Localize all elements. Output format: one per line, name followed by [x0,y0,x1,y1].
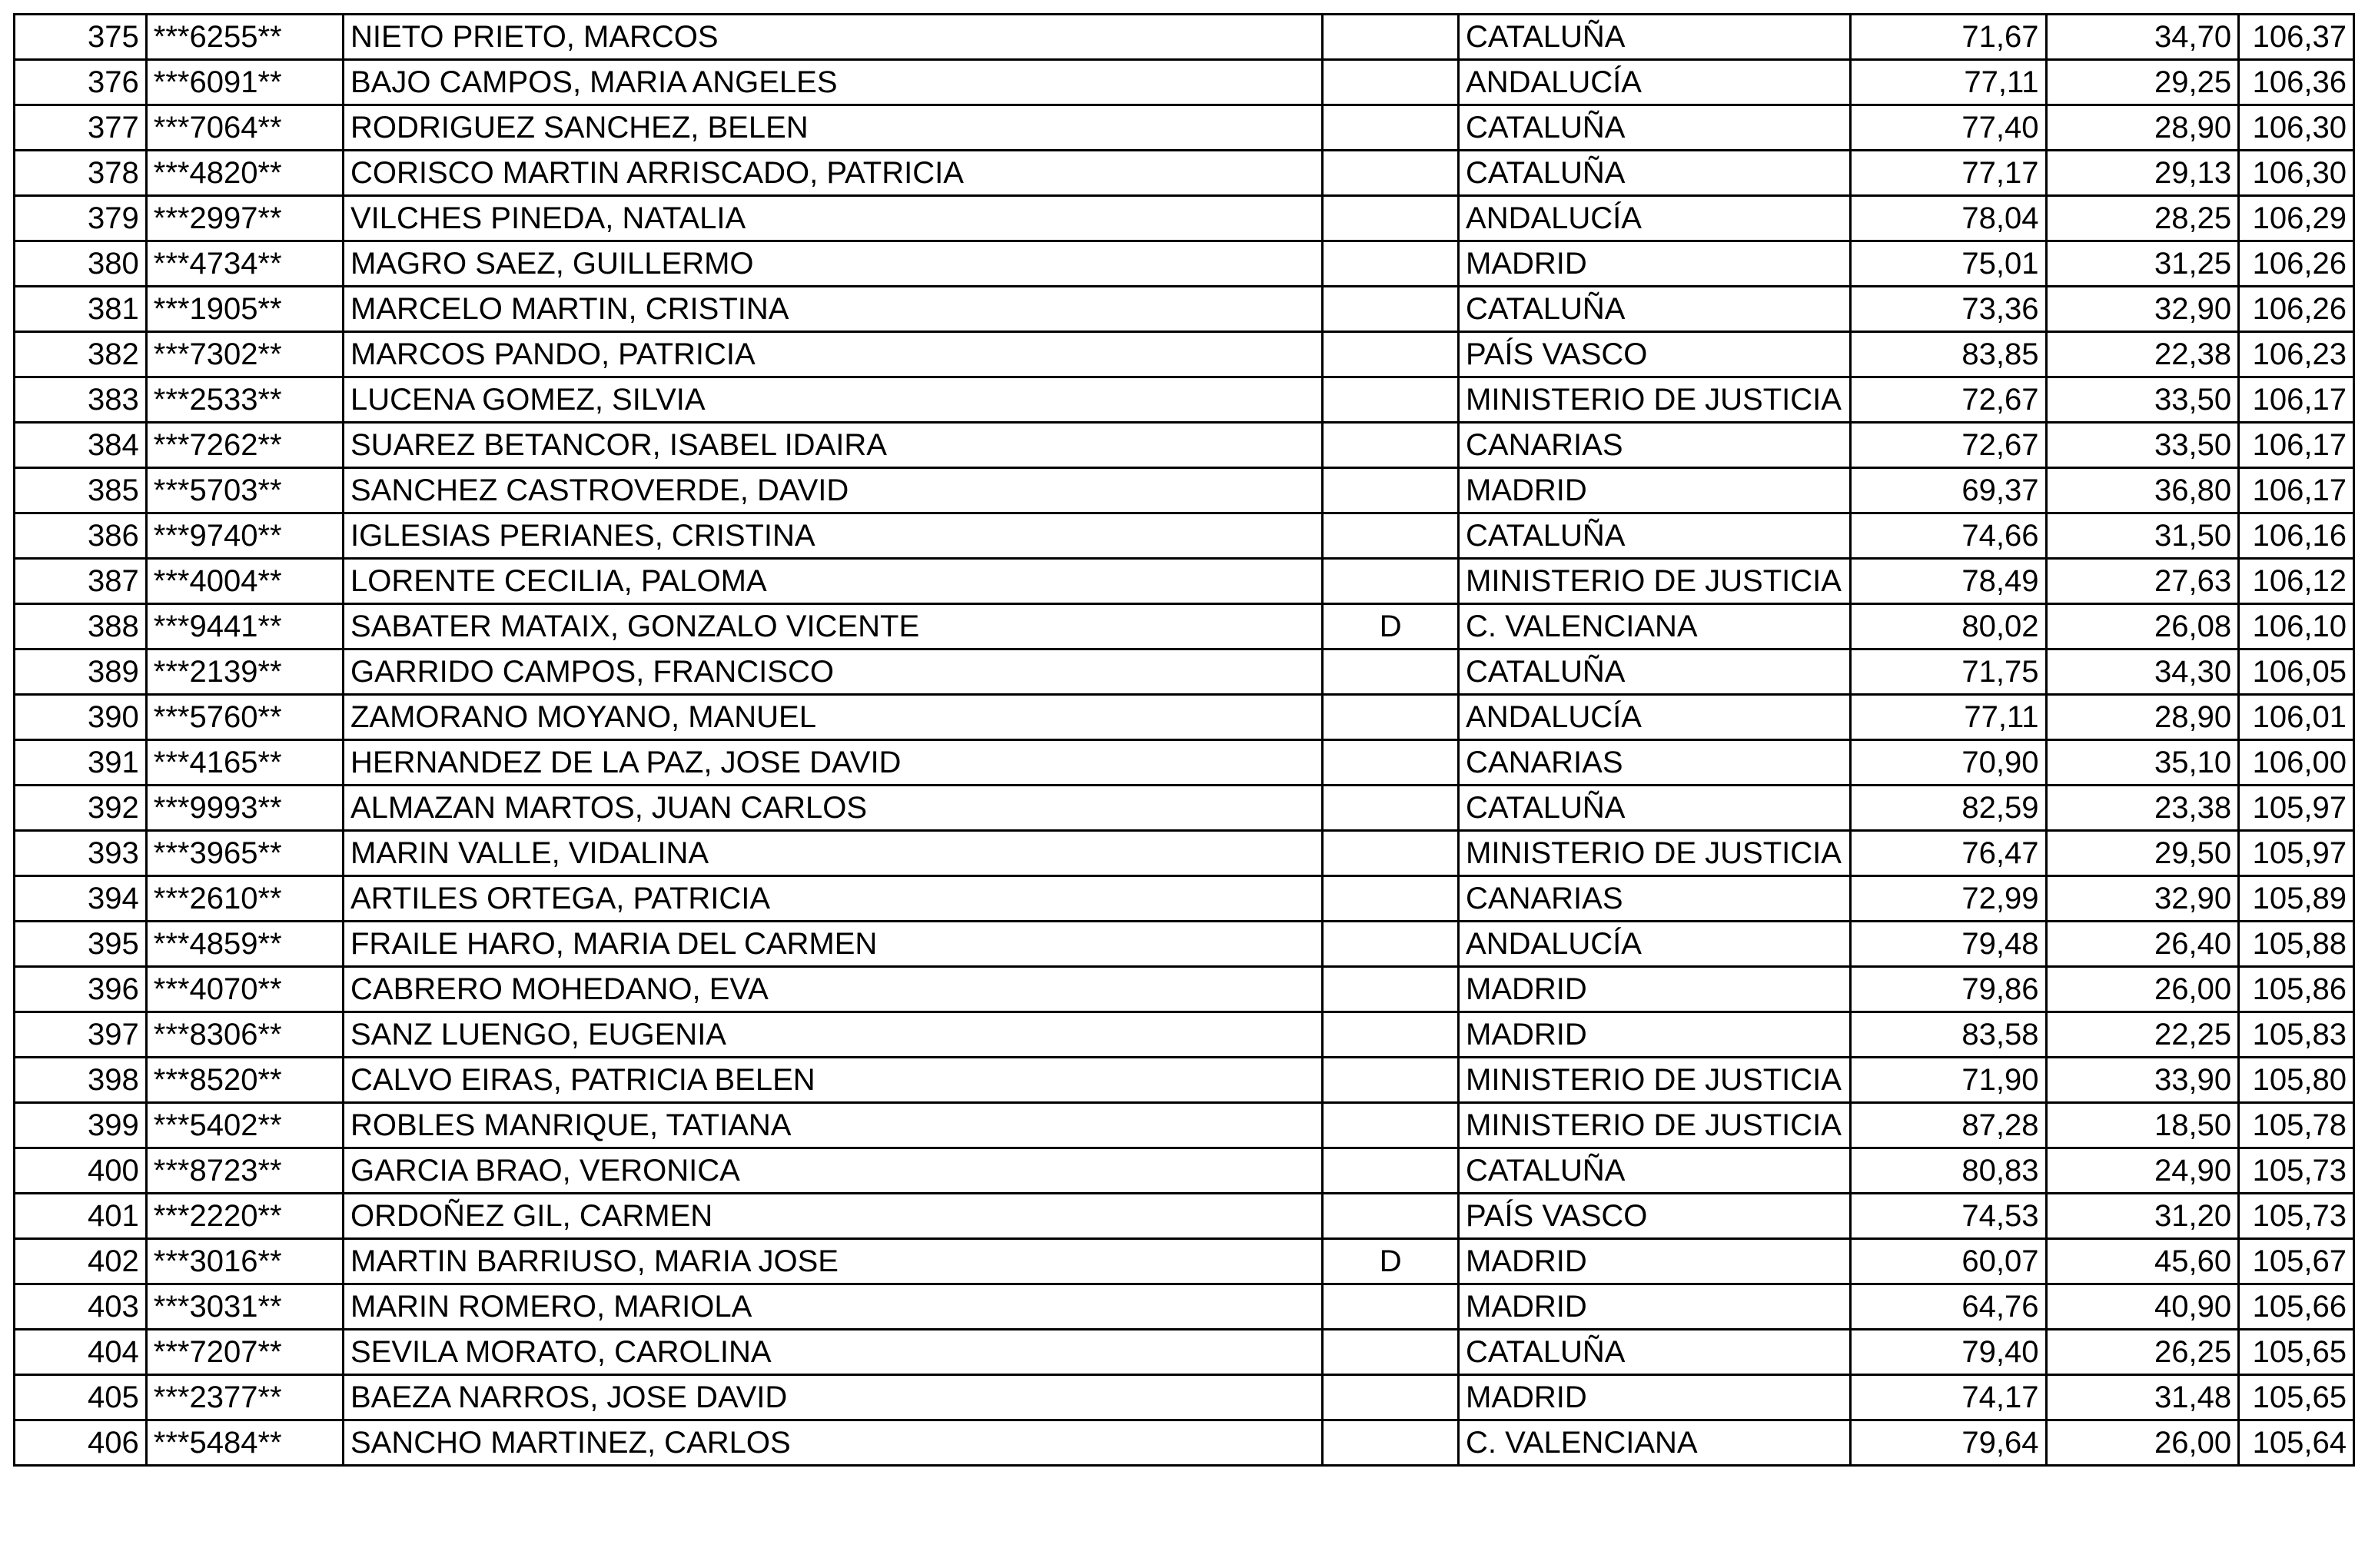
name-cell: SUAREZ BETANCOR, ISABEL IDAIRA [344,423,1323,468]
name-cell: CORISCO MARTIN ARRISCADO, PATRICIA [344,151,1323,196]
name-cell: SEVILA MORATO, CAROLINA [344,1330,1323,1375]
flag-cell [1323,1012,1459,1058]
region-cell: MINISTERIO DE JUSTICIA [1459,377,1851,423]
region-cell: MADRID [1459,967,1851,1012]
total-cell: 105,73 [2239,1148,2354,1194]
rank-cell: 393 [15,831,147,876]
id-cell: ***7302** [146,332,343,377]
flag-cell [1323,468,1459,513]
region-cell: MINISTERIO DE JUSTICIA [1459,1103,1851,1148]
id-cell: ***7064** [146,105,343,151]
table-row [15,377,2354,423]
region-cell: ANDALUCÍA [1459,196,1851,241]
score-2-cell: 31,20 [2046,1194,2239,1239]
score-2-cell: 33,50 [2046,423,2239,468]
id-cell: ***5703** [146,468,343,513]
score-2-cell: 29,25 [2046,60,2239,105]
table-row [15,922,2354,967]
name-cell: MARTIN BARRIUSO, MARIA JOSE [344,1239,1323,1284]
score-2-cell: 32,90 [2046,287,2239,332]
total-cell: 106,30 [2239,105,2354,151]
score-1-cell: 79,40 [1850,1330,2046,1375]
score-2-cell: 32,90 [2046,876,2239,922]
flag-cell [1323,1420,1459,1466]
region-cell: CATALUÑA [1459,786,1851,831]
region-cell: MINISTERIO DE JUSTICIA [1459,1058,1851,1103]
score-2-cell: 45,60 [2046,1239,2239,1284]
id-cell: ***2139** [146,649,343,695]
name-cell: RODRIGUEZ SANCHEZ, BELEN [344,105,1323,151]
score-2-cell: 18,50 [2046,1103,2239,1148]
region-cell: MADRID [1459,1284,1851,1330]
score-2-cell: 33,50 [2046,377,2239,423]
score-1-cell: 71,75 [1850,649,2046,695]
score-1-cell: 74,66 [1850,513,2046,559]
id-cell: ***3016** [146,1239,343,1284]
region-cell: MINISTERIO DE JUSTICIA [1459,559,1851,604]
score-1-cell: 75,01 [1850,241,2046,287]
name-cell: CABRERO MOHEDANO, EVA [344,967,1323,1012]
rank-cell: 381 [15,287,147,332]
rank-cell: 397 [15,1012,147,1058]
flag-cell: D [1323,1239,1459,1284]
region-cell: ANDALUCÍA [1459,695,1851,740]
score-2-cell: 35,10 [2046,740,2239,786]
score-2-cell: 40,90 [2046,1284,2239,1330]
flag-cell [1323,15,1459,60]
table-row [15,468,2354,513]
flag-cell [1323,241,1459,287]
total-cell: 106,05 [2239,649,2354,695]
flag-cell [1323,423,1459,468]
id-cell: ***1905** [146,287,343,332]
region-cell: PAÍS VASCO [1459,1194,1851,1239]
rank-cell: 398 [15,1058,147,1103]
id-cell: ***2220** [146,1194,343,1239]
name-cell: IGLESIAS PERIANES, CRISTINA [344,513,1323,559]
score-2-cell: 36,80 [2046,468,2239,513]
score-2-cell: 26,25 [2046,1330,2239,1375]
table-row [15,786,2354,831]
id-cell: ***9441** [146,604,343,649]
score-1-cell: 73,36 [1850,287,2046,332]
region-cell: MADRID [1459,1012,1851,1058]
score-1-cell: 80,83 [1850,1148,2046,1194]
id-cell: ***7207** [146,1330,343,1375]
score-2-cell: 31,50 [2046,513,2239,559]
score-1-cell: 76,47 [1850,831,2046,876]
id-cell: ***2533** [146,377,343,423]
total-cell: 106,26 [2239,287,2354,332]
table-row [15,967,2354,1012]
score-2-cell: 26,00 [2046,967,2239,1012]
name-cell: SANCHO MARTINEZ, CARLOS [344,1420,1323,1466]
table-row [15,241,2354,287]
rank-cell: 392 [15,786,147,831]
score-1-cell: 79,48 [1850,922,2046,967]
flag-cell [1323,1058,1459,1103]
total-cell: 105,88 [2239,922,2354,967]
region-cell: CATALUÑA [1459,1330,1851,1375]
flag-cell [1323,649,1459,695]
rank-cell: 405 [15,1375,147,1420]
flag-cell [1323,332,1459,377]
score-1-cell: 72,67 [1850,377,2046,423]
name-cell: ARTILES ORTEGA, PATRICIA [344,876,1323,922]
total-cell: 105,65 [2239,1375,2354,1420]
table-row [15,876,2354,922]
id-cell: ***4734** [146,241,343,287]
rank-cell: 406 [15,1420,147,1466]
total-cell: 106,17 [2239,377,2354,423]
region-cell: MADRID [1459,241,1851,287]
score-1-cell: 60,07 [1850,1239,2046,1284]
name-cell: MARCELO MARTIN, CRISTINA [344,287,1323,332]
score-1-cell: 70,90 [1850,740,2046,786]
name-cell: SANCHEZ CASTROVERDE, DAVID [344,468,1323,513]
table-row [15,1103,2354,1148]
flag-cell [1323,1284,1459,1330]
rank-cell: 388 [15,604,147,649]
flag-cell [1323,1103,1459,1148]
id-cell: ***2377** [146,1375,343,1420]
flag-cell [1323,831,1459,876]
score-1-cell: 80,02 [1850,604,2046,649]
id-cell: ***2610** [146,876,343,922]
flag-cell: D [1323,604,1459,649]
total-cell: 105,64 [2239,1420,2354,1466]
region-cell: MADRID [1459,1239,1851,1284]
score-2-cell: 22,25 [2046,1012,2239,1058]
name-cell: VILCHES PINEDA, NATALIA [344,196,1323,241]
total-cell: 106,29 [2239,196,2354,241]
table-body [15,15,2354,1466]
region-cell: CANARIAS [1459,423,1851,468]
flag-cell [1323,1148,1459,1194]
score-2-cell: 28,90 [2046,105,2239,151]
total-cell: 106,16 [2239,513,2354,559]
total-cell: 106,23 [2239,332,2354,377]
score-1-cell: 72,67 [1850,423,2046,468]
table-row [15,1194,2354,1239]
rank-cell: 377 [15,105,147,151]
score-1-cell: 77,11 [1850,695,2046,740]
name-cell: MAGRO SAEZ, GUILLERMO [344,241,1323,287]
score-2-cell: 24,90 [2046,1148,2239,1194]
table-row [15,559,2354,604]
rank-cell: 390 [15,695,147,740]
score-2-cell: 28,25 [2046,196,2239,241]
rank-cell: 403 [15,1284,147,1330]
region-cell: CATALUÑA [1459,151,1851,196]
total-cell: 105,78 [2239,1103,2354,1148]
id-cell: ***4859** [146,922,343,967]
score-1-cell: 74,17 [1850,1375,2046,1420]
rank-cell: 386 [15,513,147,559]
total-cell: 105,73 [2239,1194,2354,1239]
name-cell: GARRIDO CAMPOS, FRANCISCO [344,649,1323,695]
score-2-cell: 26,40 [2046,922,2239,967]
table-row [15,604,2354,649]
score-2-cell: 26,00 [2046,1420,2239,1466]
table-row [15,1375,2354,1420]
id-cell: ***6091** [146,60,343,105]
flag-cell [1323,377,1459,423]
id-cell: ***4004** [146,559,343,604]
score-1-cell: 83,58 [1850,1012,2046,1058]
rank-cell: 378 [15,151,147,196]
rank-cell: 399 [15,1103,147,1148]
table-row [15,1330,2354,1375]
total-cell: 106,12 [2239,559,2354,604]
rank-cell: 376 [15,60,147,105]
rank-cell: 383 [15,377,147,423]
id-cell: ***8520** [146,1058,343,1103]
table-row [15,15,2354,60]
score-1-cell: 82,59 [1850,786,2046,831]
total-cell: 106,36 [2239,60,2354,105]
flag-cell [1323,559,1459,604]
score-2-cell: 23,38 [2046,786,2239,831]
name-cell: MARIN VALLE, VIDALINA [344,831,1323,876]
table-row [15,105,2354,151]
region-cell: CATALUÑA [1459,1148,1851,1194]
score-1-cell: 79,64 [1850,1420,2046,1466]
table-row [15,196,2354,241]
rank-cell: 387 [15,559,147,604]
name-cell: MARCOS PANDO, PATRICIA [344,332,1323,377]
score-1-cell: 78,49 [1850,559,2046,604]
id-cell: ***9993** [146,786,343,831]
flag-cell [1323,105,1459,151]
score-1-cell: 77,40 [1850,105,2046,151]
total-cell: 105,86 [2239,967,2354,1012]
table-row [15,1012,2354,1058]
table-row [15,1148,2354,1194]
name-cell: FRAILE HARO, MARIA DEL CARMEN [344,922,1323,967]
table-row [15,695,2354,740]
score-1-cell: 64,76 [1850,1284,2046,1330]
results-table [13,13,2355,1467]
score-1-cell: 69,37 [1850,468,2046,513]
total-cell: 105,66 [2239,1284,2354,1330]
rank-cell: 396 [15,967,147,1012]
region-cell: PAÍS VASCO [1459,332,1851,377]
name-cell: SANZ LUENGO, EUGENIA [344,1012,1323,1058]
total-cell: 106,17 [2239,468,2354,513]
flag-cell [1323,151,1459,196]
region-cell: C. VALENCIANA [1459,604,1851,649]
region-cell: CANARIAS [1459,876,1851,922]
table-row [15,649,2354,695]
id-cell: ***4070** [146,967,343,1012]
flag-cell [1323,1330,1459,1375]
table-row [15,1420,2354,1466]
id-cell: ***4165** [146,740,343,786]
score-2-cell: 31,25 [2046,241,2239,287]
flag-cell [1323,967,1459,1012]
total-cell: 105,67 [2239,1239,2354,1284]
rank-cell: 391 [15,740,147,786]
name-cell: MARIN ROMERO, MARIOLA [344,1284,1323,1330]
flag-cell [1323,876,1459,922]
table-row [15,423,2354,468]
total-cell: 106,26 [2239,241,2354,287]
score-2-cell: 34,70 [2046,15,2239,60]
flag-cell [1323,1375,1459,1420]
score-1-cell: 77,11 [1850,60,2046,105]
score-2-cell: 22,38 [2046,332,2239,377]
total-cell: 106,10 [2239,604,2354,649]
table-row [15,1284,2354,1330]
name-cell: ZAMORANO MOYANO, MANUEL [344,695,1323,740]
table-row [15,1058,2354,1103]
region-cell: CATALUÑA [1459,513,1851,559]
flag-cell [1323,513,1459,559]
flag-cell [1323,922,1459,967]
region-cell: MADRID [1459,1375,1851,1420]
table-row [15,151,2354,196]
table-row [15,332,2354,377]
flag-cell [1323,740,1459,786]
flag-cell [1323,287,1459,332]
name-cell: SABATER MATAIX, GONZALO VICENTE [344,604,1323,649]
total-cell: 105,65 [2239,1330,2354,1375]
name-cell: CALVO EIRAS, PATRICIA BELEN [344,1058,1323,1103]
score-1-cell: 72,99 [1850,876,2046,922]
score-2-cell: 27,63 [2046,559,2239,604]
name-cell: GARCIA BRAO, VERONICA [344,1148,1323,1194]
name-cell: BAEZA NARROS, JOSE DAVID [344,1375,1323,1420]
region-cell: MADRID [1459,468,1851,513]
name-cell: ORDOÑEZ GIL, CARMEN [344,1194,1323,1239]
score-1-cell: 71,90 [1850,1058,2046,1103]
score-1-cell: 71,67 [1850,15,2046,60]
name-cell: ROBLES MANRIQUE, TATIANA [344,1103,1323,1148]
total-cell: 106,30 [2239,151,2354,196]
total-cell: 105,80 [2239,1058,2354,1103]
id-cell: ***4820** [146,151,343,196]
name-cell: HERNANDEZ DE LA PAZ, JOSE DAVID [344,740,1323,786]
flag-cell [1323,1194,1459,1239]
score-1-cell: 87,28 [1850,1103,2046,1148]
score-1-cell: 77,17 [1850,151,2046,196]
rank-cell: 400 [15,1148,147,1194]
total-cell: 106,01 [2239,695,2354,740]
id-cell: ***8306** [146,1012,343,1058]
region-cell: CATALUÑA [1459,649,1851,695]
table-row [15,740,2354,786]
score-1-cell: 79,86 [1850,967,2046,1012]
id-cell: ***9740** [146,513,343,559]
score-1-cell: 83,85 [1850,332,2046,377]
rank-cell: 404 [15,1330,147,1375]
table-row [15,287,2354,332]
id-cell: ***7262** [146,423,343,468]
region-cell: ANDALUCÍA [1459,922,1851,967]
region-cell: MINISTERIO DE JUSTICIA [1459,831,1851,876]
name-cell: NIETO PRIETO, MARCOS [344,15,1323,60]
region-cell: CATALUÑA [1459,105,1851,151]
id-cell: ***5760** [146,695,343,740]
rank-cell: 394 [15,876,147,922]
score-2-cell: 26,08 [2046,604,2239,649]
id-cell: ***5484** [146,1420,343,1466]
id-cell: ***3031** [146,1284,343,1330]
table-row [15,60,2354,105]
rank-cell: 375 [15,15,147,60]
rank-cell: 395 [15,922,147,967]
region-cell: ANDALUCÍA [1459,60,1851,105]
score-2-cell: 33,90 [2046,1058,2239,1103]
region-cell: C. VALENCIANA [1459,1420,1851,1466]
rank-cell: 402 [15,1239,147,1284]
rank-cell: 384 [15,423,147,468]
region-cell: CATALUÑA [1459,287,1851,332]
score-2-cell: 34,30 [2046,649,2239,695]
rank-cell: 380 [15,241,147,287]
total-cell: 105,83 [2239,1012,2354,1058]
flag-cell [1323,695,1459,740]
table-row [15,1239,2354,1284]
score-2-cell: 29,13 [2046,151,2239,196]
total-cell: 106,00 [2239,740,2354,786]
flag-cell [1323,786,1459,831]
id-cell: ***3965** [146,831,343,876]
total-cell: 105,89 [2239,876,2354,922]
total-cell: 105,97 [2239,786,2354,831]
flag-cell [1323,196,1459,241]
total-cell: 106,37 [2239,15,2354,60]
id-cell: ***2997** [146,196,343,241]
id-cell: ***6255** [146,15,343,60]
name-cell: LORENTE CECILIA, PALOMA [344,559,1323,604]
name-cell: ALMAZAN MARTOS, JUAN CARLOS [344,786,1323,831]
flag-cell [1323,60,1459,105]
table-row [15,831,2354,876]
score-2-cell: 28,90 [2046,695,2239,740]
total-cell: 106,17 [2239,423,2354,468]
score-2-cell: 31,48 [2046,1375,2239,1420]
rank-cell: 401 [15,1194,147,1239]
rank-cell: 389 [15,649,147,695]
id-cell: ***5402** [146,1103,343,1148]
name-cell: LUCENA GOMEZ, SILVIA [344,377,1323,423]
name-cell: BAJO CAMPOS, MARIA ANGELES [344,60,1323,105]
score-1-cell: 78,04 [1850,196,2046,241]
rank-cell: 385 [15,468,147,513]
region-cell: CATALUÑA [1459,15,1851,60]
rank-cell: 382 [15,332,147,377]
total-cell: 105,97 [2239,831,2354,876]
score-2-cell: 29,50 [2046,831,2239,876]
rank-cell: 379 [15,196,147,241]
table-row [15,513,2354,559]
id-cell: ***8723** [146,1148,343,1194]
region-cell: CANARIAS [1459,740,1851,786]
score-1-cell: 74,53 [1850,1194,2046,1239]
